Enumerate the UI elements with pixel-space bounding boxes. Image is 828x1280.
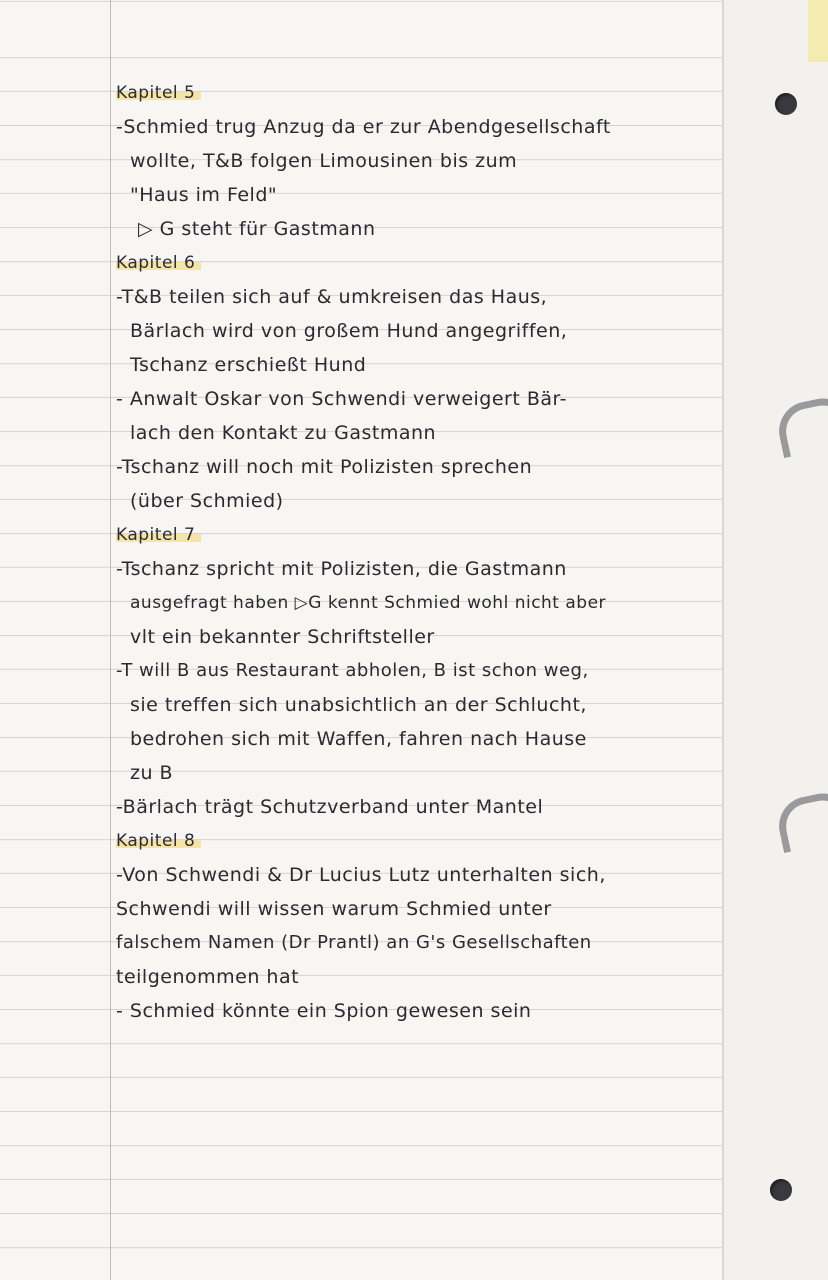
note-line: -T&B teilen sich auf & umkreisen das Haus, (116, 286, 548, 308)
note-line: bedrohen sich mit Waffen, fahren nach Hause (130, 728, 587, 750)
handwritten-notes (116, 76, 716, 1028)
note-line: falschem Namen (Dr Prantl) an G's Gesellschaften (116, 932, 592, 953)
next-page-strip (724, 0, 828, 1280)
note-line: Schwendi will wissen warum Schmied unter (116, 898, 552, 920)
note-line: ▷ G steht für Gastmann (138, 218, 376, 240)
note-line: - Anwalt Oskar von Schwendi verweigert Bär- (116, 388, 567, 410)
note-line: -Tschanz spricht mit Polizisten, die Gastmann (116, 558, 567, 580)
punch-hole-icon (775, 93, 797, 115)
note-line: sie treffen sich unabsichtlich an der Schlucht, (130, 694, 587, 716)
note-line: (über Schmied) (130, 490, 284, 512)
note-line: vlt ein bekannter Schriftsteller (130, 626, 435, 648)
note-line: -Tschanz will noch mit Polizisten sprechen (116, 456, 533, 478)
note-line: Tschanz erschießt Hund (130, 354, 367, 376)
note-line: "Haus im Feld" (130, 184, 278, 206)
punch-hole-icon (770, 1179, 792, 1201)
note-line: zu B (130, 762, 174, 784)
note-line: wollte, T&B folgen Limousinen bis zum (130, 150, 518, 172)
chapter-heading: Kapitel 5 (116, 76, 716, 110)
note-line: -Schmied trug Anzug da er zur Abendgesellschaft (116, 116, 611, 138)
chapter-heading: Kapitel 6 (116, 246, 716, 280)
note-line: -Von Schwendi & Dr Lucius Lutz unterhalten sich, (116, 864, 606, 886)
note-line: - Schmied könnte ein Spion gewesen sein (116, 1000, 532, 1022)
chapter-heading: Kapitel 7 (116, 518, 716, 552)
note-line: -T will B aus Restaurant abholen, B ist schon weg, (116, 660, 589, 681)
chapter-heading: Kapitel 8 (116, 824, 716, 858)
note-line: lach den Kontakt zu Gastmann (130, 422, 437, 444)
note-line: -Bärlach trägt Schutzverband unter Mantel (116, 796, 544, 818)
yellow-tab (808, 0, 828, 62)
note-line: Bärlach wird von großem Hund angegriffen, (130, 320, 568, 342)
note-line: teilgenommen hat (116, 966, 300, 988)
note-line: ausgefragt haben ▷G kennt Schmied wohl nicht aber (130, 593, 607, 613)
margin-line (110, 0, 111, 1280)
